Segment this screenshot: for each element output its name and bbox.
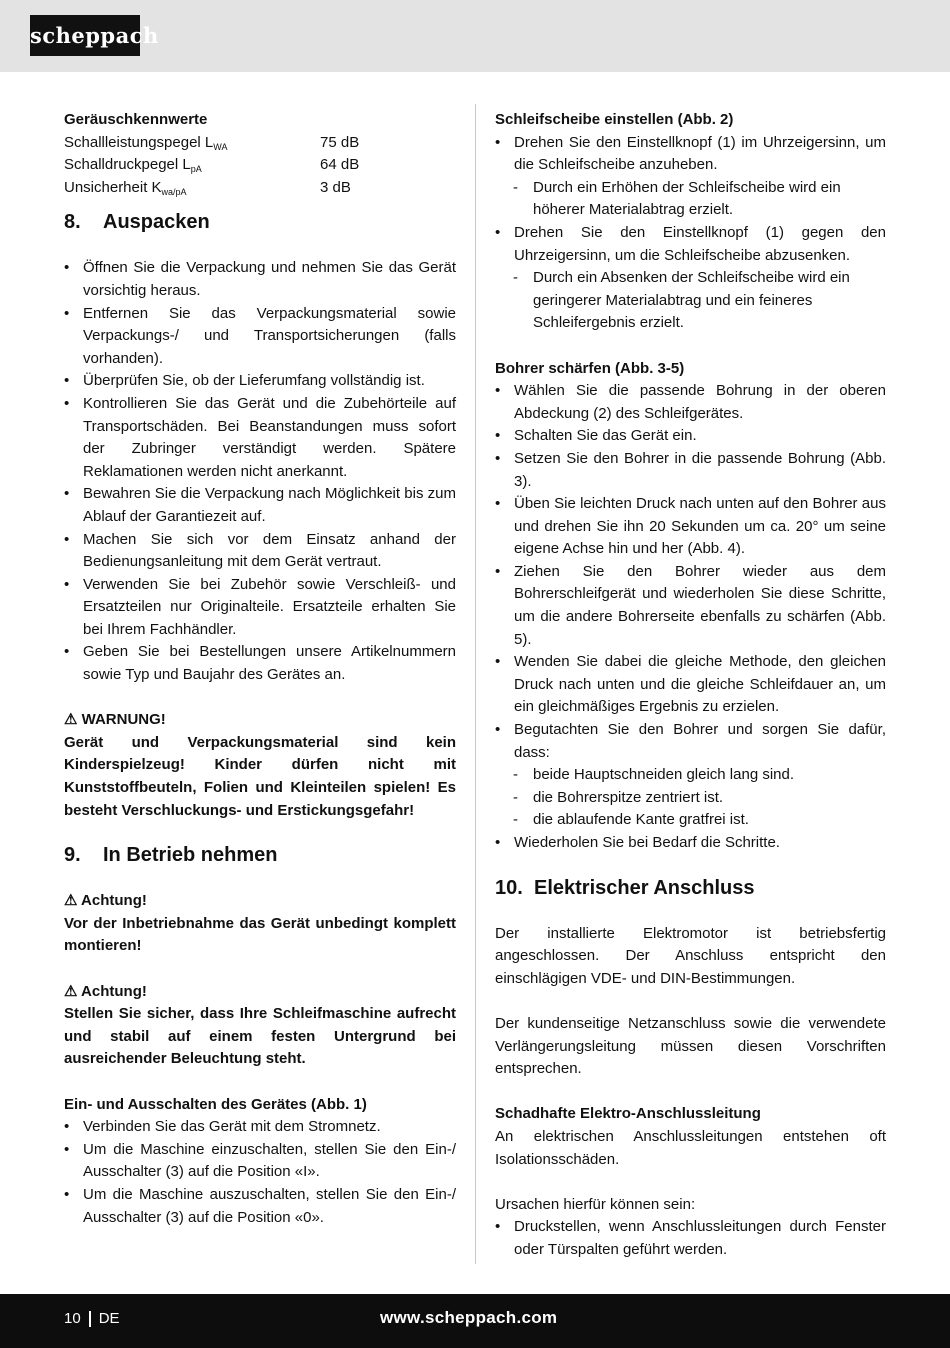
wheel-title: Schleifscheibe einstellen (Abb. 2) xyxy=(495,111,734,128)
noise-row: Unsicherheit $K_{wa/pA}$ 3 dB xyxy=(64,178,351,197)
warning-text: Gerät und Verpackungsmaterial sind kein Kinderspielzeug! Kinder dürfen nicht mit Kunststoffbeuteln, Folien und Kleinteilen spielen! Es besteht Verschluckungs- und Erstickungsgefahr! xyxy=(64,733,456,819)
wheel-list xyxy=(495,132,886,335)
list-item: • Geben Sie bei Bestellungen unsere Artikelnummern sowie Typ und Baujahr des Gerätes an. xyxy=(64,641,456,686)
page-number: 10 DE xyxy=(64,1310,120,1327)
list-item: • Druckstellen, wenn Anschlussleitungen durch Fenster oder Türspalten geführt werden. xyxy=(495,1216,886,1261)
caution-title: ⚠ Achtung! xyxy=(64,892,147,910)
list-item: • Schalten Sie das Gerät ein. xyxy=(495,425,886,448)
list-item: • Drehen Sie den Einstellknopf (1) im Uhrzeigersinn, um die Schleifscheibe anzuheben. xyxy=(495,132,886,177)
caution-text: Vor der Inbetriebnahme das Gerät unbedingt komplett montieren! xyxy=(64,914,456,955)
paragraph: Ursachen hierfür können sein: xyxy=(495,1195,696,1213)
list-item: • Bewahren Sie die Verpackung nach Möglichkeit bis zum Ablauf der Garantiezeit auf. xyxy=(64,483,456,528)
sub-item: - beide Hauptschneiden gleich lang sind. xyxy=(495,764,886,787)
list-item: • Wiederholen Sie bei Bedarf die Schritte. xyxy=(495,832,886,855)
list-item: • Verwenden Sie bei Zubehör sowie Verschleiß- und Ersatzteilen nur Originalteile. Ersatzteile erhalten Sie bei Ihrem Fachhändler. xyxy=(64,574,456,642)
sub-item: - die Bohrerspitze zentriert ist. xyxy=(495,787,886,810)
switch-title: Ein- und Ausschalten des Gerätes (Abb. 1) xyxy=(64,1095,367,1113)
noise-row: Schalldruckpegel $L_{pA}$ 64 dB xyxy=(64,156,360,175)
list-item: • Öffnen Sie die Verpackung und nehmen Sie das Gerät vorsichtig heraus. xyxy=(64,257,456,302)
list-item: • Um die Maschine einzuschalten, stellen Sie den Ein-/ Ausschalter (3) auf die Position «I». xyxy=(64,1139,456,1184)
sub-item: - Durch ein Absenken der Schleifscheibe wird ein geringerer Materialabtrag und ein feineres Schleifergebnis erzielt. xyxy=(495,267,886,335)
list-item: • Wählen Sie die passende Bohrung in der oberen Abdeckung (2) des Schleifgerätes. xyxy=(495,380,886,425)
sub-item: - Durch ein Erhöhen der Schleifscheibe wird ein höherer Materialabtrag erzielt. xyxy=(495,177,886,222)
list-item: • Setzen Sie den Bohrer in die passende Bohrung (Abb. 3). xyxy=(495,448,886,493)
caution-title: ⚠ Achtung! xyxy=(64,982,147,1000)
section-heading-electric: 10. Elektrischer Anschluss xyxy=(495,876,755,899)
warning-title: ⚠ WARNUNG! xyxy=(64,711,166,729)
page-footer xyxy=(0,1294,950,1348)
defect-title: Schadhafte Elektro-Anschlussleitung xyxy=(495,1105,761,1123)
list-item: • Machen Sie sich vor dem Einsatz anhand der Bedienungsanleitung mit dem Gerät vertraut. xyxy=(64,529,456,574)
drill-title: Bohrer schärfen (Abb. 3-5) xyxy=(495,359,685,377)
paragraph: Der installierte Elektromotor ist betriebsfertig angeschlossen. Der Anschluss entspricht den einschlägigen VDE- und DIN-Bestimmungen. xyxy=(495,924,886,987)
paragraph: An elektrischen Anschlussleitungen entstehen oft Isolationsschäden. xyxy=(495,1127,886,1168)
list-item: • Entfernen Sie das Verpackungsmaterial sowie Verpackungs-/ und Transportsicherungen (falls vorhanden). xyxy=(64,303,456,371)
list-item: • Um die Maschine auszuschalten, stellen Sie den Ein-/ Ausschalter (3) auf die Position «0». xyxy=(64,1184,456,1229)
list-item: • Begutachten Sie den Bohrer und sorgen Sie dafür, dass: xyxy=(495,719,886,764)
section-heading-unpack: 8. Auspacken xyxy=(64,211,210,234)
page-header xyxy=(0,0,950,72)
sub-item: - die ablaufende Kante gratfrei ist. xyxy=(495,809,886,832)
caution-text: Stellen Sie sicher, dass Ihre Schleifmaschine aufrecht und stabil auf einem festen Untergrund bei ausreichender Beleuchtung steht. xyxy=(64,1005,456,1068)
noise-row: Schallleistungspegel $L_{WA}$ 75 dB xyxy=(64,133,360,152)
section-heading-operate: 9. In Betrieb nehmen xyxy=(64,844,278,867)
paragraph: Der kundenseitige Netzanschluss sowie die verwendete Verlängerungsleitung müssen diesen Vorschriften entsprechen. xyxy=(495,1014,886,1078)
right-column xyxy=(495,109,886,1262)
list-item: • Ziehen Sie den Bohrer wieder aus dem Bohrerschleifgerät und wiederholen Sie diese Schritte, um die andere Bohrerseite ebenfalls zu schärfen (Abb. 5). xyxy=(495,561,886,651)
list-item: • Wenden Sie dabei die gleiche Methode, den gleichen Druck nach unten und die gleiche Schleifdauer an, um ein gleichmäßiges Ergebnis zu erzielen. xyxy=(495,651,886,719)
list-item: • Drehen Sie den Einstellknopf (1) gegen den Uhrzeigersinn, um die Schleifscheibe abzusenken. xyxy=(495,222,886,267)
switch-list xyxy=(64,1116,456,1229)
list-item: • Üben Sie leichten Druck nach unten auf den Bohrer aus und drehen Sie ihn 20 Sekunden um ca. 20° um seine eigene Achse hin und her (Abb. 4). xyxy=(495,493,886,561)
footer-url[interactable]: www.scheppach.com xyxy=(380,1308,558,1327)
left-column xyxy=(64,109,456,1229)
cause-list xyxy=(495,1216,886,1261)
list-item: • Verbinden Sie das Gerät mit dem Stromnetz. xyxy=(64,1116,456,1139)
list-item: • Kontrollieren Sie das Gerät und die Zubehörteile auf Transportschäden. Bei Beanstandungen muss sofort der Zubringer verständigt werden. Spätere Reklamationen werden nicht anerkannt. xyxy=(64,393,456,483)
column-divider xyxy=(475,104,476,1264)
unpack-list xyxy=(64,257,456,686)
list-item: • Überprüfen Sie, ob der Lieferumfang vollständig ist. xyxy=(64,370,456,393)
noise-title: Geräuschkennwerte xyxy=(64,111,208,128)
drill-list xyxy=(495,380,886,854)
scheppach-logo: scheppach xyxy=(30,15,140,56)
